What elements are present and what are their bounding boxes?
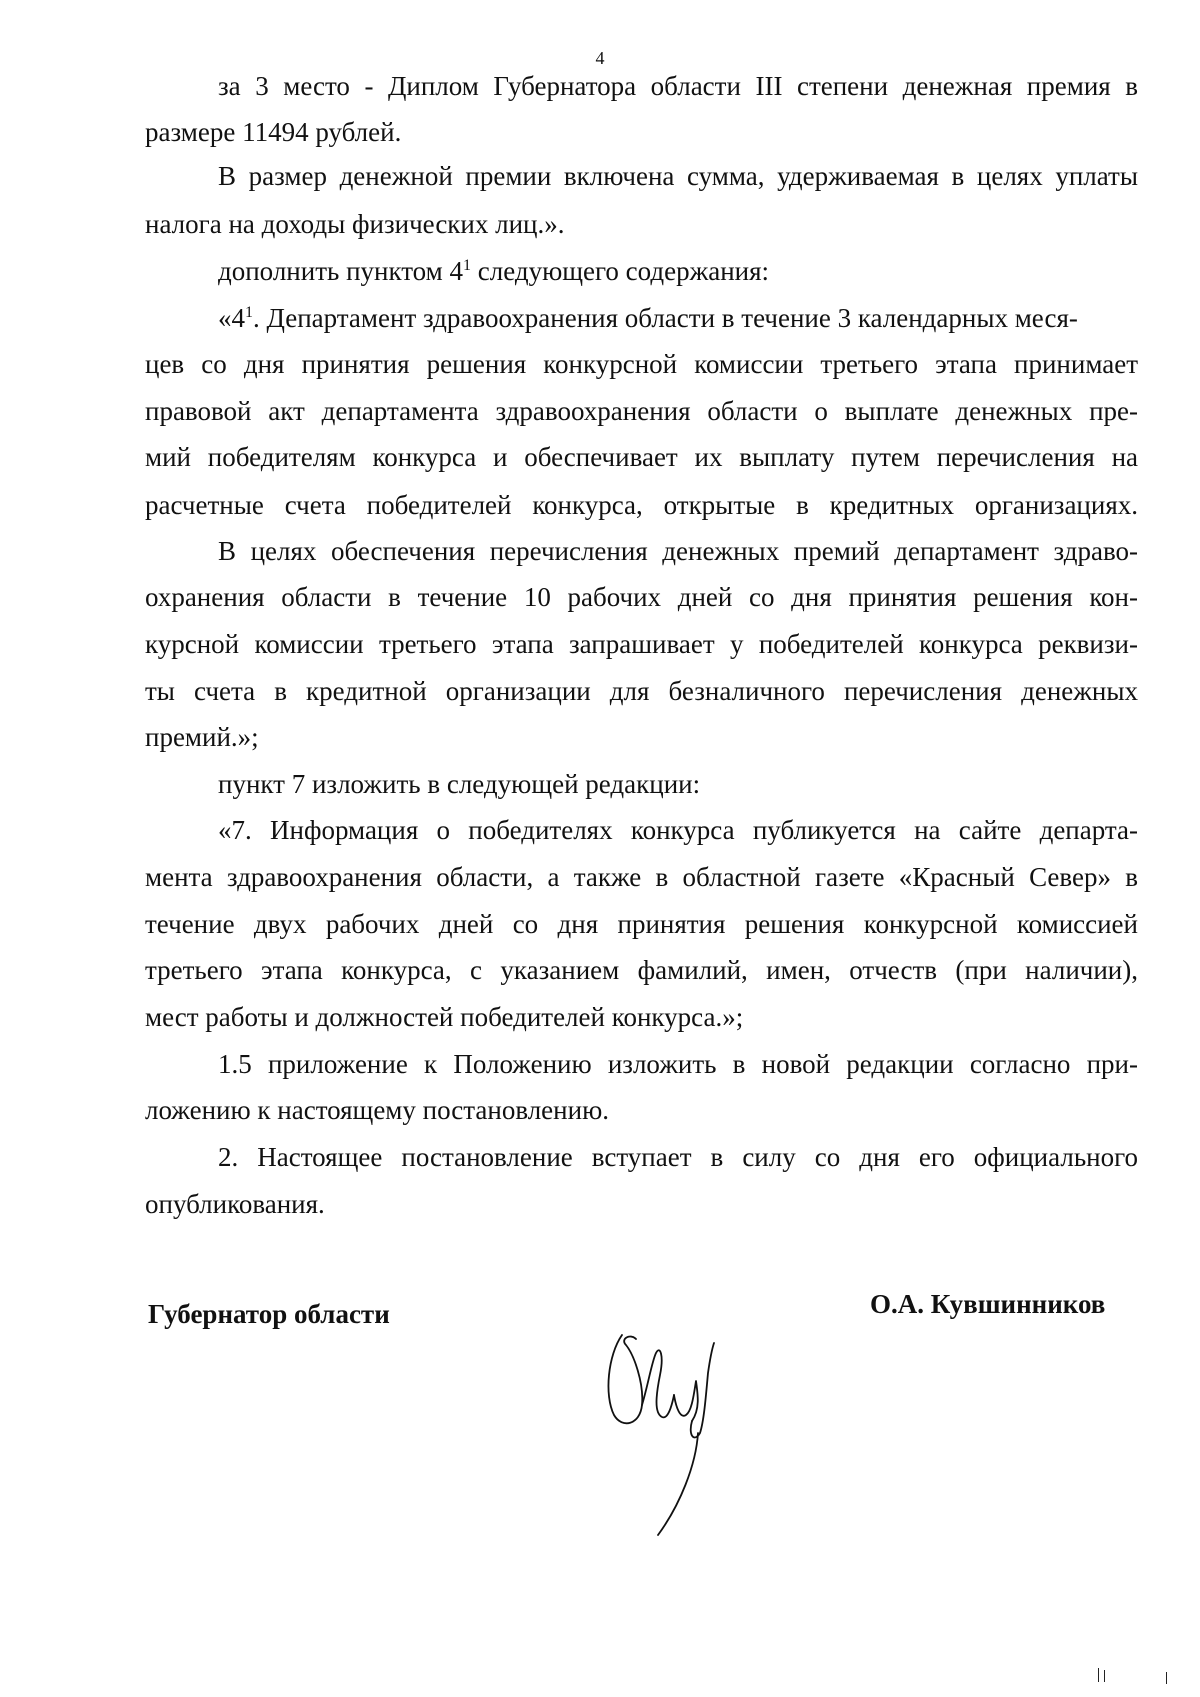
scan-mark xyxy=(1104,1670,1105,1682)
paragraph-line: за 3 место - Диплом Губернатора области III степени денежная премия в xyxy=(218,71,1138,101)
handwritten-signature xyxy=(600,1325,740,1545)
paragraph-line: курсной комиссии третьего этапа запрашивает у победителей конкурса реквизи- xyxy=(145,629,1138,659)
paragraph-line: премий.»; xyxy=(145,722,259,752)
paragraph-line: мий победителям конкурса и обеспечивает их выплату путем перечисления на xyxy=(145,442,1138,472)
paragraph-line: В размер денежной премии включена сумма, удерживаемая в целях уплаты xyxy=(218,161,1138,191)
paragraph-line: правовой акт департамента здравоохранения области о выплате денежных пре- xyxy=(145,396,1138,426)
paragraph-line: размере 11494 рублей. xyxy=(145,117,402,147)
paragraph-line: опубликования. xyxy=(145,1189,325,1219)
text-part: следующего содержания: xyxy=(471,256,770,286)
paragraph-line: цев со дня принятия решения конкурсной комиссии третьего этапа принимает xyxy=(145,349,1138,379)
paragraph-line: течение двух рабочих дней со дня принятия решения конкурсной комиссией xyxy=(145,909,1138,939)
paragraph-line: расчетные счета победителей конкурса, открытые в кредитных организациях. xyxy=(145,490,1138,520)
text-part: «4 xyxy=(218,303,245,333)
paragraph-line: мента здравоохранения области, а также в областной газете «Красный Север» в xyxy=(145,862,1138,892)
scan-mark xyxy=(1098,1668,1099,1682)
paragraph-line: «7. Информация о победителях конкурса публикуется на сайте департа- xyxy=(218,815,1138,845)
paragraph-line: пункт 7 изложить в следующей редакции: xyxy=(218,769,701,799)
paragraph-line: налога на доходы физических лиц.». xyxy=(145,209,565,239)
text-part: . Департамент здравоохранения области в течение 3 календарных меся- xyxy=(253,303,1078,333)
paragraph-line: ложению к настоящему постановлению. xyxy=(145,1095,609,1125)
paragraph-line xyxy=(218,302,1138,334)
superscript: 1 xyxy=(463,257,471,274)
paragraph-line: В целях обеспечения перечисления денежных премий департамент здраво- xyxy=(218,536,1138,566)
scan-mark xyxy=(1166,1672,1167,1684)
superscript: 1 xyxy=(245,304,253,321)
paragraph-line xyxy=(218,255,1138,287)
signatory-name: О.А. Кувшинников xyxy=(870,1289,1106,1319)
page-number: 4 xyxy=(595,48,605,68)
signatory-position: Губернатор области xyxy=(148,1299,390,1329)
paragraph-line: охранения области в течение 10 рабочих дней со дня принятия решения кон- xyxy=(145,582,1138,612)
paragraph-line: 2. Настоящее постановление вступает в силу со дня его официального xyxy=(218,1142,1138,1172)
paragraph-line: 1.5 приложение к Положению изложить в новой редакции согласно при- xyxy=(218,1049,1138,1079)
text-part: дополнить пунктом 4 xyxy=(218,256,463,286)
paragraph-line: мест работы и должностей победителей конкурса.»; xyxy=(145,1002,744,1032)
paragraph-line: третьего этапа конкурса, с указанием фамилий, имен, отчеств (при наличии), xyxy=(145,955,1138,985)
paragraph-line: ты счета в кредитной организации для безналичного перечисления денежных xyxy=(145,676,1138,706)
